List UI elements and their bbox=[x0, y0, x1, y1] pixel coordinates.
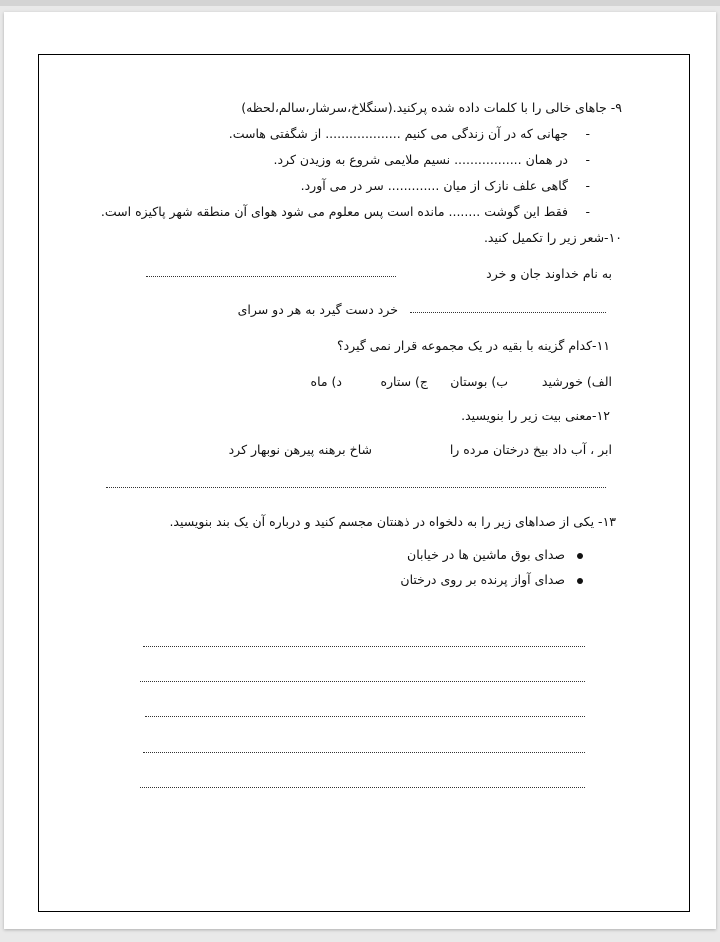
q11-option-d: د) ماه bbox=[310, 374, 342, 389]
q10-line2: خرد دست گیرد به هر دو سرای bbox=[237, 302, 398, 317]
q13-title: ۱۳- یکی از صداهای زیر را به دلخواه در ذهنتان مجسم کنید و درباره آن یک بند بنویسید. bbox=[169, 514, 616, 529]
q10-blank-2[interactable] bbox=[410, 312, 606, 313]
q9-title: ۹- جاهای خالی را با کلمات داده شده پرکنید.(سنگلاخ،سرشار،سالم،لحظه) bbox=[241, 100, 622, 115]
q12-title: ۱۲-معنی بیت زیر را بنویسید. bbox=[461, 408, 610, 423]
bullet-icon bbox=[577, 553, 583, 559]
q9-item-2: در همان ................. نسیم ملایمی شروع به وزیدن کرد. bbox=[273, 152, 568, 167]
q9-dash-3: - bbox=[585, 178, 590, 193]
q11-option-a: الف) خورشید bbox=[541, 374, 612, 389]
q13-item-2: صدای آواز پرنده بر روی درختان bbox=[400, 572, 565, 587]
q13-answer-line-1[interactable] bbox=[143, 646, 585, 647]
q13-item-1: صدای بوق ماشین ها در خیابان bbox=[407, 547, 565, 562]
q10-title: ۱۰-شعر زیر را تکمیل کنید. bbox=[483, 230, 622, 245]
q10-line1: به نام خداوند جان و خرد bbox=[486, 266, 612, 281]
q13-answer-line-4[interactable] bbox=[143, 752, 585, 753]
q9-item-4: فقط این گوشت ........ مانده است پس معلوم می شود هوای آن منطقه شهر پاکیزه است. bbox=[100, 204, 568, 219]
q10-blank-1[interactable] bbox=[146, 276, 396, 277]
viewer-top-bar bbox=[0, 0, 720, 6]
q13-answer-line-3[interactable] bbox=[145, 716, 585, 717]
q9-item-3: گاهی علف نازک از میان ............. سر در می آورد. bbox=[300, 178, 568, 193]
q11-title: ۱۱-کدام گزینه با بقیه در یک مجموعه قرار نمی گیرد؟ bbox=[336, 338, 610, 353]
q9-dash-4: - bbox=[585, 204, 590, 219]
q11-option-b: ب) بوستان bbox=[450, 374, 508, 389]
q12-answer-line[interactable] bbox=[106, 487, 606, 488]
document-page bbox=[4, 12, 716, 929]
q12-hemistich-2: شاخ برهنه پیرهن نوبهار کرد bbox=[228, 442, 372, 457]
q11-option-c: ج) ستاره bbox=[380, 374, 428, 389]
q9-item-1: جهانی که در آن زندگی می کنیم ................... از شگفتی هاست. bbox=[228, 126, 568, 141]
q9-dash-1: - bbox=[585, 126, 590, 141]
q13-answer-line-5[interactable] bbox=[140, 787, 585, 788]
q13-answer-line-2[interactable] bbox=[140, 681, 585, 682]
q12-hemistich-1: ابر ، آب داد بیخ درختان مرده را bbox=[449, 442, 612, 457]
q9-dash-2: - bbox=[585, 152, 590, 167]
bullet-icon bbox=[577, 578, 583, 584]
